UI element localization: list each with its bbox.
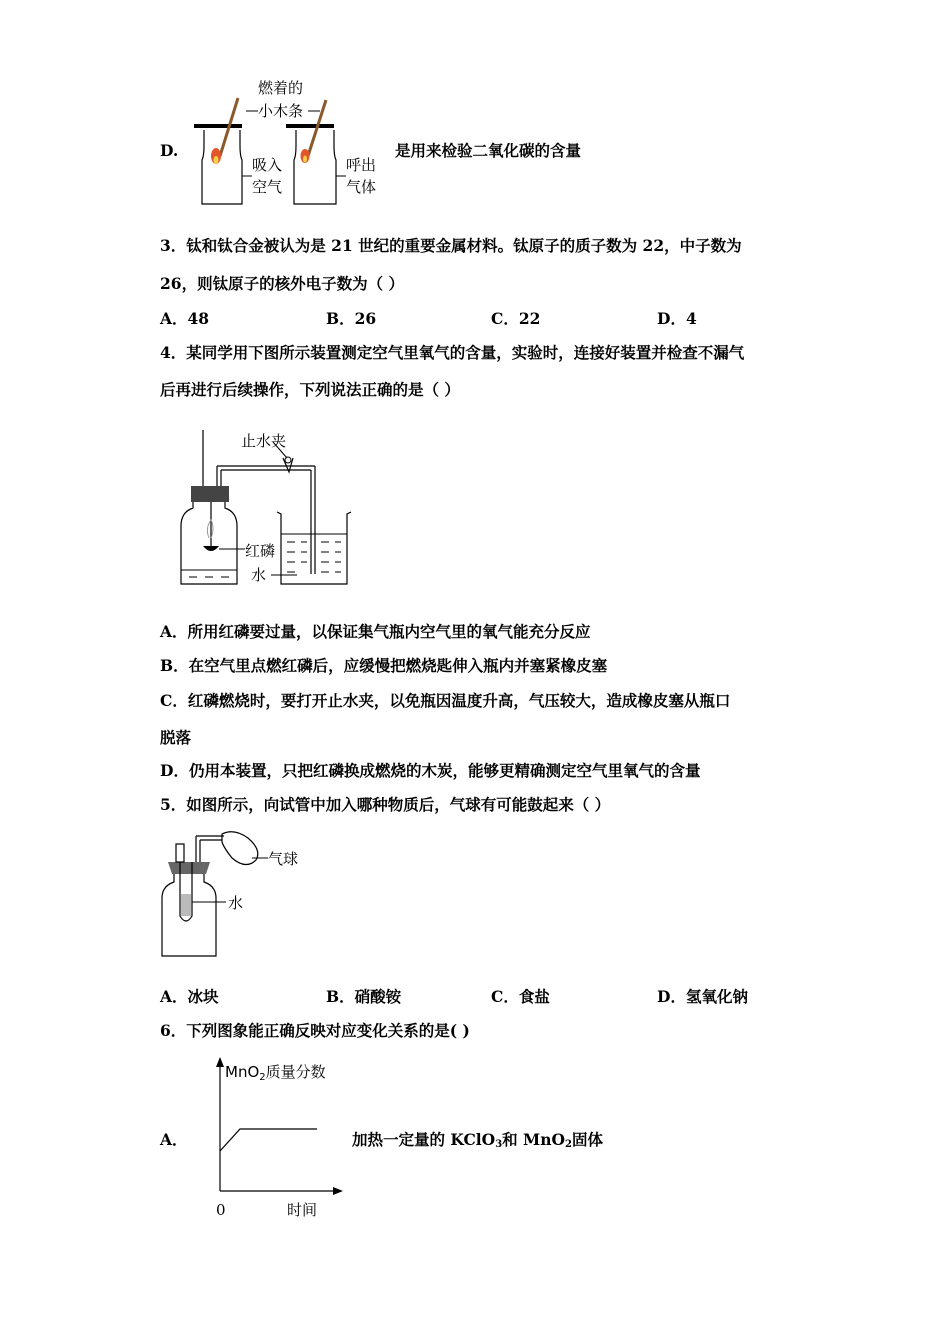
rubber-stopper — [191, 486, 229, 502]
q3-stem-line1: 3．钛和钛合金被认为是 21 世纪的重要金属材料。钛原子的质子数为 22，中子数为 — [160, 236, 742, 255]
q5-stem: 5．如图所示，向试管中加入哪种物质后，气球有可能鼓起来（ ） — [160, 795, 611, 814]
gas-collecting-bottle — [181, 502, 237, 584]
q5-options — [160, 987, 800, 1007]
q4-option-d[interactable]: D．仍用本装置，只把红磷换成燃烧的木炭，能够更精确测定空气里氧气的含量 — [160, 761, 701, 780]
q3-stem-line2: 26，则钛原子的核外电子数为（ ） — [160, 274, 404, 293]
q2-label-exhaled-2: 气体 — [346, 178, 377, 196]
q4-oxygen-apparatus — [175, 428, 365, 593]
q4-option-c-line1[interactable]: C．红磷燃烧时，要打开止水夹，以免瓶因温度升高，气压较大，造成橡皮塞从瓶口 — [160, 691, 731, 710]
q4-label-water: 水 — [251, 566, 267, 584]
q3-option-a[interactable]: A．48 — [160, 309, 210, 328]
q2-label-stick-2: 小木条 — [258, 102, 304, 120]
q3-options — [160, 309, 800, 329]
q2-label-inhaled-2: 空气 — [252, 178, 283, 196]
q4-option-b[interactable]: B．在空气里点燃红磷后，应缓慢把燃烧匙伸入瓶内并塞紧橡皮塞 — [160, 656, 608, 675]
q2-label-stick-1: 燃着的 — [258, 79, 304, 97]
q5-label-water: 水 — [228, 894, 244, 912]
q6-xlabel: 时间 — [287, 1201, 318, 1219]
q4-stem-line1: 4．某同学用下图所示装置测定空气里氧气的含量，实验时，连接好装置并检查不漏气 — [160, 343, 745, 362]
q6-option-a-letter[interactable]: A． — [160, 1130, 188, 1149]
q2-option-d-letter: D. — [160, 141, 179, 160]
mno2-fraction-line — [220, 1129, 317, 1151]
q4-stem-line2: 后再进行后续操作，下列说法正确的是（ ） — [160, 380, 460, 399]
q6-option-a-desc: 加热一定量的 KClO3和 MnO2固体 — [352, 1130, 603, 1150]
q5-option-a[interactable]: A．冰块 — [160, 987, 219, 1006]
q3-option-b[interactable]: B．26 — [326, 309, 377, 328]
q6-mno2-graph — [205, 1055, 355, 1220]
q2-label-exhaled-1: 呼出 — [346, 156, 377, 174]
right-glass-plate — [286, 124, 334, 128]
q5-balloon-apparatus — [160, 826, 320, 961]
q6-stem: 6．下列图象能正确反映对应变化关系的是( ) — [160, 1021, 470, 1040]
q4-option-a[interactable]: A．所用红磷要过量，以保证集气瓶内空气里的氧气能充分反应 — [160, 622, 591, 641]
q2-breath-figure — [190, 76, 405, 211]
q5-option-d[interactable]: D．氢氧化钠 — [657, 987, 748, 1006]
q3-option-c[interactable]: C．22 — [491, 309, 541, 328]
q4-label-clamp: 止水夹 — [241, 432, 287, 450]
q4-option-c-line2[interactable]: 脱落 — [160, 728, 192, 747]
q6-origin: 0 — [216, 1201, 226, 1219]
q6-ylabel: MnO$_2$质量分数 — [225, 1063, 326, 1083]
q2-option-d-text: 是用来检验二氧化碳的含量 — [395, 141, 582, 160]
combustion-spoon — [203, 546, 219, 551]
balloon — [222, 832, 258, 865]
left-gas-bottle — [202, 130, 242, 204]
q4-label-phosphorus: 红磷 — [245, 542, 276, 560]
right-gas-bottle — [294, 130, 336, 204]
q5-label-balloon: 气球 — [268, 850, 299, 868]
q5-option-b[interactable]: B．硝酸铵 — [326, 987, 402, 1006]
beaker — [277, 512, 351, 584]
left-glass-plate — [194, 124, 242, 128]
q5-option-c[interactable]: C．食盐 — [491, 987, 550, 1006]
q2-label-inhaled-1: 吸入 — [252, 156, 283, 174]
stopper — [168, 862, 210, 874]
q3-option-d[interactable]: D．4 — [657, 309, 697, 328]
